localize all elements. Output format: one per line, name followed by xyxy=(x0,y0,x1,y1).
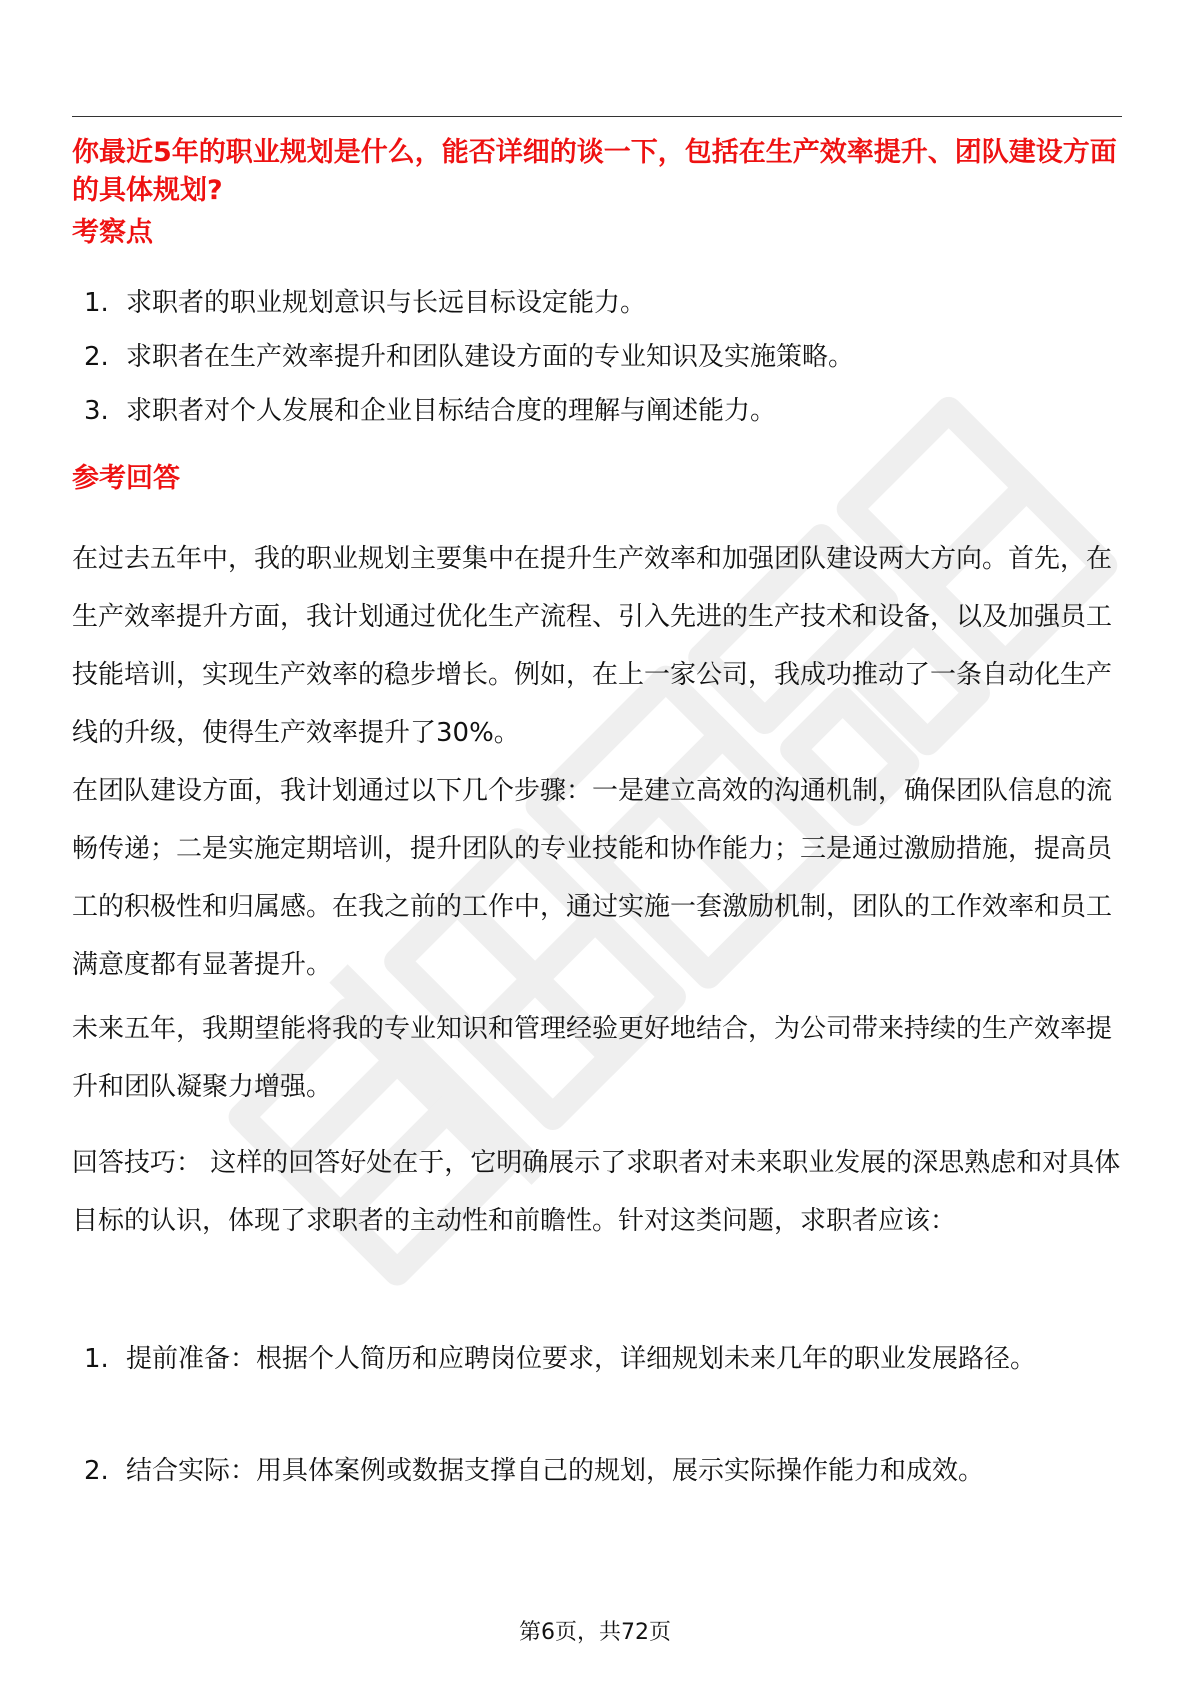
list-item-number: 1. xyxy=(84,1344,109,1374)
page-number-footer: 第6页，共72页 xyxy=(519,1620,671,1645)
answer-paragraph: 在团队建设方面，我计划通过以下几个步骤：一是建立高效的沟通机制，确保团队信息的流畅传递；二是实施定期培训，提升团队的专业技能和协作能力；三是通过激励措施，提高员工的积极性和归属感。在我之前的工作中，通过实施一套激励机制，团队的工作效率和员工满意度都有显著提升。 xyxy=(72,776,1113,980)
list-item-number: 3. xyxy=(84,396,109,426)
list-item xyxy=(84,382,1122,440)
answer-tips-intro: 回答技巧： 这样的回答好处在于，它明确展示了求职者对未来职业发展的深思熟虑和对具体目标的认识，体现了求职者的主动性和前瞻性。针对这类问题，求职者应该： xyxy=(72,1148,1121,1236)
list-item xyxy=(84,1442,1122,1500)
list-item-number: 2. xyxy=(84,1456,109,1486)
section-title-examination: 考察点 xyxy=(72,217,153,248)
list-item-text: 求职者对个人发展和企业目标结合度的理解与阐述能力。 xyxy=(126,396,777,426)
question-heading: 你最近5年的职业规划是什么，能否详细的谈一下，包括在生产效率提升、团队建设方面的具体规划? xyxy=(72,137,1117,206)
answer-paragraph: 在过去五年中，我的职业规划主要集中在提升生产效率和加强团队建设两大方向。首先，在生产效率提升方面，我计划通过优化生产流程、引入先进的生产技术和设备，以及加强员工技能培训，实现生产效率的稳步增长。例如，在上一家公司，我成功推动了一条自动化生产线的升级，使得生产效率提升了30%。 xyxy=(72,544,1113,748)
list-item-text: 结合实际：用具体案例或数据支撑自己的规划，展示实际操作能力和成效。 xyxy=(126,1456,985,1486)
list-item-text: 求职者在生产效率提升和团队建设方面的专业知识及实施策略。 xyxy=(126,342,855,372)
answer-paragraph: 未来五年，我期望能将我的专业知识和管理经验更好地结合，为公司带来持续的生产效率提升和团队凝聚力增强。 xyxy=(72,1014,1113,1102)
list-item-number: 2. xyxy=(84,342,109,372)
list-item-number: 1. xyxy=(84,288,109,318)
list-item xyxy=(84,328,1122,386)
list-item-text: 提前准备：根据个人简历和应聘岗位要求，详细规划未来几年的职业发展路径。 xyxy=(126,1344,1037,1374)
list-item-text: 求职者的职业规划意识与长远目标设定能力。 xyxy=(126,288,647,318)
section-title-answer: 参考回答 xyxy=(72,463,180,494)
header-divider xyxy=(72,116,1122,117)
list-item xyxy=(84,274,1122,332)
list-item xyxy=(84,1330,1122,1388)
